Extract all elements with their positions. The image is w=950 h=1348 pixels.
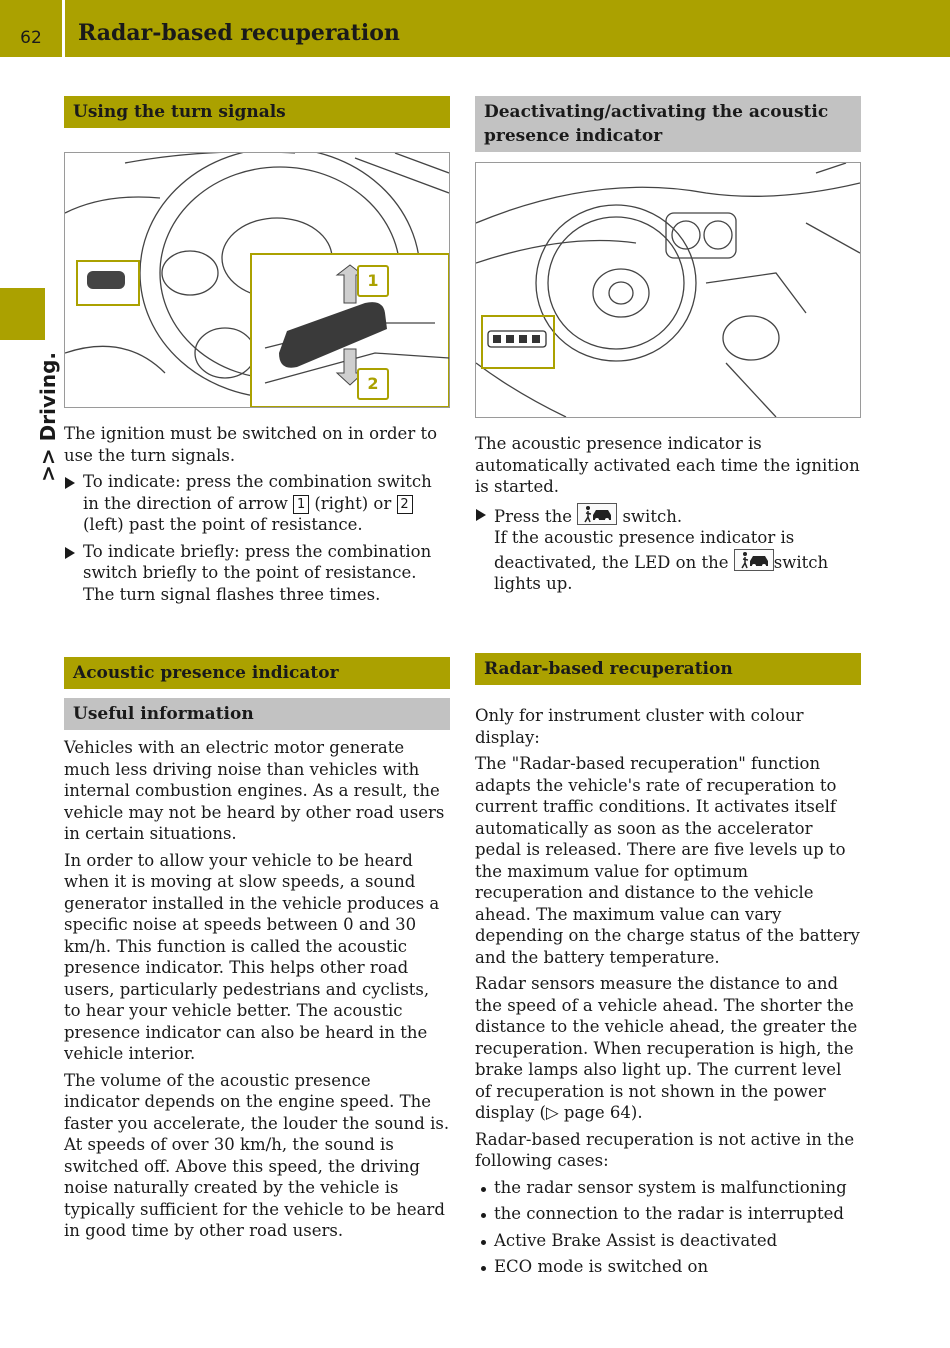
dashboard-illustration [475,162,861,418]
chapter-tab-marker [0,288,45,340]
list-item: the radar sensor system is malfunctioning [475,1177,861,1199]
section-heading-acoustic: Acoustic presence indicator [64,657,450,689]
pedestrian-car-switch-icon [734,549,774,571]
pedestrian-car-icon [578,504,616,524]
radar-paragraph: Radar sensors measure the distance to and the speed of a vehicle ahead. The shorter the distance to the vehicle ahead, the greater the recuperation. When recuperation is high, the brake lamps also light up. The current level of recuperation is not shown in the power display (▷ page 64). [475,974,858,1122]
arrow-label-2: 2 [357,368,389,400]
step-indicate: To indicate: press the combination switch in the direction of arrow 1 (right) or 2 (left) past the point of resistance. [64,471,450,536]
pedestrian-car-switch-icon [577,503,617,525]
list-item: ECO mode is switched on [475,1256,861,1278]
step-arrow-icon [476,509,486,521]
arrow-ref-1: 1 [293,495,309,514]
right-column [475,96,861,1276]
turn-signal-illustration [64,152,450,408]
step-arrow-icon [65,477,75,489]
step-press-switch: Press the switch. If the acoustic presence indicator is deactivated, the LED on the switch lights up. [475,503,861,595]
radar-paragraph: Only for instrument cluster with colour display: [475,706,804,747]
acoustic-paragraph: Vehicles with an electric motor generate much less driving noise than vehicles with internal combustion engines. As a result, the vehicle may not be heard by other road users in certain situations. [64,738,445,843]
step-arrow-icon [65,547,75,559]
arrow-ref-2: 2 [397,495,413,514]
header-divider [62,0,65,57]
page-title: Radar-based recuperation [78,20,400,46]
radar-paragraph: Radar-based recuperation is not active in the following cases: [475,1129,855,1170]
radar-paragraph: The "Radar-based recuperation" function adapts the vehicle's rate of recuperation to current traffic conditions. It activates itself automatically as soon as the accelerator pedal is released. There are five levels up to the maximum value for optimum recuperation and distance to the vehicle ahead. The maximum value can vary depending on the charge status of the battery and the battery temperature. [475,754,860,967]
list-item: the connection to the radar is interrupted [475,1203,861,1225]
section-heading-deactivate: Deactivating/activating the acoustic presence indicator [475,96,861,152]
deactivate-intro: The acoustic presence indicator is automatically activated each time the ignition is started. [475,434,860,496]
subheading-useful-information: Useful information [64,698,450,730]
list-item: Active Brake Assist is deactivated [475,1230,861,1252]
steering-wheel-drawing [65,153,449,407]
turn-signals-intro: The ignition must be switched on in order to use the turn signals. [64,424,438,465]
chapter-tab-label: >> Driving. [36,352,60,482]
section-heading-radar: Radar-based recuperation [475,653,861,685]
acoustic-paragraph: In order to allow your vehicle to be heard when it is moving at slow speeds, a sound generator installed in the vehicle produces a specific noise at speeds between 0 and 30 km/h. This function is called the acoustic presence indicator. This helps other road users, particularly pedestrians and cyclists, to hear your vehicle better. The acoustic presence indicator can also be heard in the vehicle interior. [64,850,440,1063]
acoustic-paragraph: The volume of the acoustic presence indicator depends on the engine speed. The faster you accelerate, the louder the sound is. At speeds of over 30 km/h, the sound is switched off. Above this speed, the driving noise naturally created by the vehicle is typically sufficient for the vehicle to be heard in good time by other road users. [64,1070,450,1240]
pedestrian-car-icon [735,550,773,570]
page-number: 62 [20,28,42,48]
section-heading-turn-signals: Using the turn signals [64,96,450,128]
dashboard-drawing [476,163,860,417]
arrow-label-1: 1 [357,265,389,297]
page-header [0,0,950,57]
step-indicate-briefly: To indicate briefly: press the combination switch briefly to the point of resistance. The turn signal flashes three times. [64,541,450,606]
left-column [64,96,450,1240]
